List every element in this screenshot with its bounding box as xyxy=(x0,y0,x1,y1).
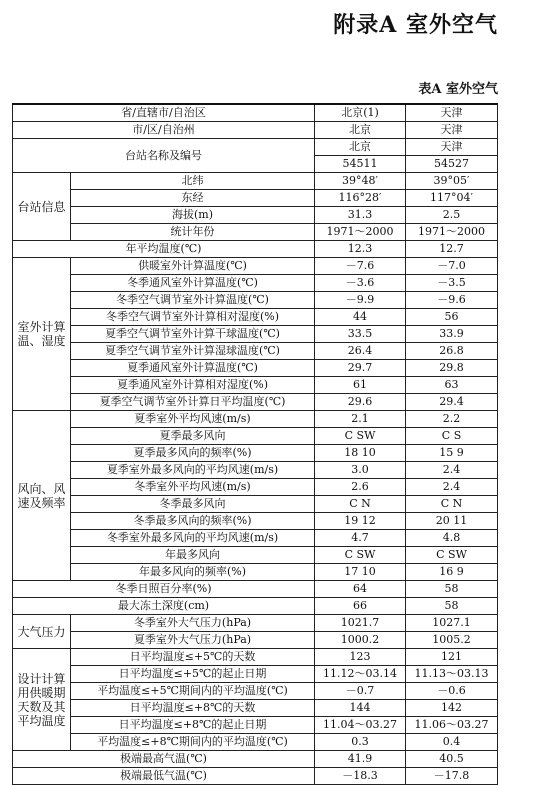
row-value-2: 121 xyxy=(406,649,498,666)
row-value-2: －9.6 xyxy=(406,292,498,309)
row-value-1: －18.3 xyxy=(315,768,406,785)
group-temp-humidity: 室外计算温、湿度 xyxy=(13,258,71,411)
row-value-1: 66 xyxy=(315,598,406,615)
row-value-2: －0.6 xyxy=(406,683,498,700)
row-value-2: 20 11 xyxy=(406,513,498,530)
row-label: 极端最高气温(℃) xyxy=(13,751,315,768)
group-heating: 设计计算用供暖期天数及其平均温度 xyxy=(13,649,71,751)
row-label: 东经 xyxy=(71,190,315,207)
row-value-1: 31.3 xyxy=(315,207,406,224)
row-value-1: 1021.7 xyxy=(315,615,406,632)
row-value-2: C S xyxy=(406,428,498,445)
row-label: 夏季空气调节室外计算日平均温度(℃) xyxy=(71,394,315,411)
row-value-1: 19 12 xyxy=(315,513,406,530)
row-value-2: 142 xyxy=(406,700,498,717)
row-value-1: 1971～2000 xyxy=(315,224,406,241)
row-label: 日平均温度≤+5℃的起止日期 xyxy=(71,666,315,683)
row-label: 北纬 xyxy=(71,173,315,190)
row-value-2: 29.4 xyxy=(406,394,498,411)
row-value-1: 123 xyxy=(315,649,406,666)
station-name-2: 天津 xyxy=(406,139,498,156)
row-value-1: 4.7 xyxy=(315,530,406,547)
row-label: 供暖室外计算温度(℃) xyxy=(71,258,315,275)
row-value-1: 39°48′ xyxy=(315,173,406,190)
row-label: 夏季室外最多风向的平均风速(m/s) xyxy=(71,462,315,479)
row-value-2: 12.7 xyxy=(406,241,498,258)
row-label: 最大冻土深度(cm) xyxy=(13,598,315,615)
row-value-2: 39°05′ xyxy=(406,173,498,190)
row-value-2: 2.5 xyxy=(406,207,498,224)
station-id-1: 54511 xyxy=(315,156,406,173)
group-wind: 风向、风速及频率 xyxy=(13,411,71,581)
row-value-2: 58 xyxy=(406,598,498,615)
table-caption: 表A 室外空气 xyxy=(418,82,498,97)
climate-table xyxy=(12,103,498,785)
row-value-2: 58 xyxy=(406,581,498,598)
row-label: 日平均温度≤+8℃的天数 xyxy=(71,700,315,717)
row-label: 冬季空气调节室外计算相对湿度(%) xyxy=(71,309,315,326)
row-label: 平均温度≤+5℃期间内的平均温度(℃) xyxy=(71,683,315,700)
row-label: 夏季空气调节室外计算湿球温度(℃) xyxy=(71,343,315,360)
row-value-1: 11.04～03.27 xyxy=(315,717,406,734)
row-label: 年最多风向 xyxy=(71,547,315,564)
row-label: 日平均温度≤+5℃的天数 xyxy=(71,649,315,666)
row-value-2: 1005.2 xyxy=(406,632,498,649)
row-value-2: 15 9 xyxy=(406,445,498,462)
row-label: 夏季室外大气压力(hPa) xyxy=(71,632,315,649)
row-value-2: 26.8 xyxy=(406,343,498,360)
row-label: 冬季室外大气压力(hPa) xyxy=(71,615,315,632)
row-value-2: 63 xyxy=(406,377,498,394)
province-value-2: 天津 xyxy=(406,104,498,122)
row-label: 冬季空气调节室外计算温度(℃) xyxy=(71,292,315,309)
station-header: 台站名称及编号 xyxy=(13,139,315,173)
row-value-1: 18 10 xyxy=(315,445,406,462)
row-value-1: －0.7 xyxy=(315,683,406,700)
row-value-2: 16 9 xyxy=(406,564,498,581)
row-value-2: 33.9 xyxy=(406,326,498,343)
row-value-1: C SW xyxy=(315,428,406,445)
row-value-2: －3.5 xyxy=(406,275,498,292)
city-value-2: 天津 xyxy=(406,122,498,139)
row-label: 海拔(m) xyxy=(71,207,315,224)
row-label: 平均温度≤+8℃期间内的平均温度(℃) xyxy=(71,734,315,751)
row-value-2: 40.5 xyxy=(406,751,498,768)
station-id-2: 54527 xyxy=(406,156,498,173)
row-value-2: 56 xyxy=(406,309,498,326)
row-label: 夏季最多风向的频率(%) xyxy=(71,445,315,462)
row-label: 冬季室外最多风向的平均风速(m/s) xyxy=(71,530,315,547)
row-label: 统计年份 xyxy=(71,224,315,241)
row-label: 年最多风向的频率(%) xyxy=(71,564,315,581)
row-value-1: 2.6 xyxy=(315,479,406,496)
row-value-2: 2.4 xyxy=(406,479,498,496)
group-station-info: 台站信息 xyxy=(13,173,71,241)
row-label: 年平均温度(℃) xyxy=(13,241,315,258)
row-value-2: 1971～2000 xyxy=(406,224,498,241)
row-label: 冬季最多风向的频率(%) xyxy=(71,513,315,530)
row-label: 日平均温度≤+8℃的起止日期 xyxy=(71,717,315,734)
row-value-1: 0.3 xyxy=(315,734,406,751)
row-label: 冬季通风室外计算温度(℃) xyxy=(71,275,315,292)
station-name-1: 北京 xyxy=(315,139,406,156)
row-value-2: 2.2 xyxy=(406,411,498,428)
row-value-1: 41.9 xyxy=(315,751,406,768)
row-label: 极端最低气温(℃) xyxy=(13,768,315,785)
row-value-1: －3.6 xyxy=(315,275,406,292)
row-value-1: 29.6 xyxy=(315,394,406,411)
group-pressure: 大气压力 xyxy=(13,615,71,649)
row-label: 夏季通风室外计算相对湿度(%) xyxy=(71,377,315,394)
row-value-2: 0.4 xyxy=(406,734,498,751)
row-value-1: 3.0 xyxy=(315,462,406,479)
row-value-1: 116°28′ xyxy=(315,190,406,207)
row-value-1: 1000.2 xyxy=(315,632,406,649)
row-label: 夏季空气调节室外计算干球温度(℃) xyxy=(71,326,315,343)
row-value-1: 64 xyxy=(315,581,406,598)
city-value-1: 北京 xyxy=(315,122,406,139)
row-value-1: 29.7 xyxy=(315,360,406,377)
province-value-1: 北京(1) xyxy=(315,104,406,122)
row-label: 夏季最多风向 xyxy=(71,428,315,445)
appendix-title: 附录A 室外空气 xyxy=(333,12,498,38)
city-header: 市/区/自治州 xyxy=(13,122,315,139)
row-value-2: －17.8 xyxy=(406,768,498,785)
row-value-2: 1027.1 xyxy=(406,615,498,632)
row-value-1: 33.5 xyxy=(315,326,406,343)
province-header: 省/直辖市/自治区 xyxy=(13,104,315,122)
row-value-2: 29.8 xyxy=(406,360,498,377)
row-label: 冬季日照百分率(%) xyxy=(13,581,315,598)
row-label: 夏季室外平均风速(m/s) xyxy=(71,411,315,428)
row-value-1: 17 10 xyxy=(315,564,406,581)
row-value-2: 11.06～03.27 xyxy=(406,717,498,734)
row-value-1: 61 xyxy=(315,377,406,394)
row-value-1: －7.6 xyxy=(315,258,406,275)
row-value-1: C SW xyxy=(315,547,406,564)
row-value-1: 26.4 xyxy=(315,343,406,360)
row-value-2: 4.8 xyxy=(406,530,498,547)
row-value-2: 2.4 xyxy=(406,462,498,479)
row-label: 冬季最多风向 xyxy=(71,496,315,513)
row-value-2: 11.13～03.13 xyxy=(406,666,498,683)
row-label: 夏季通风室外计算温度(℃) xyxy=(71,360,315,377)
row-label: 冬季室外平均风速(m/s) xyxy=(71,479,315,496)
row-value-2: －7.0 xyxy=(406,258,498,275)
row-value-2: 117°04′ xyxy=(406,190,498,207)
row-value-2: C N xyxy=(406,496,498,513)
row-value-1: 12.3 xyxy=(315,241,406,258)
row-value-1: 2.1 xyxy=(315,411,406,428)
row-value-1: 144 xyxy=(315,700,406,717)
row-value-1: －9.9 xyxy=(315,292,406,309)
row-value-1: 44 xyxy=(315,309,406,326)
row-value-2: C SW xyxy=(406,547,498,564)
row-value-1: C N xyxy=(315,496,406,513)
row-value-1: 11.12～03.14 xyxy=(315,666,406,683)
